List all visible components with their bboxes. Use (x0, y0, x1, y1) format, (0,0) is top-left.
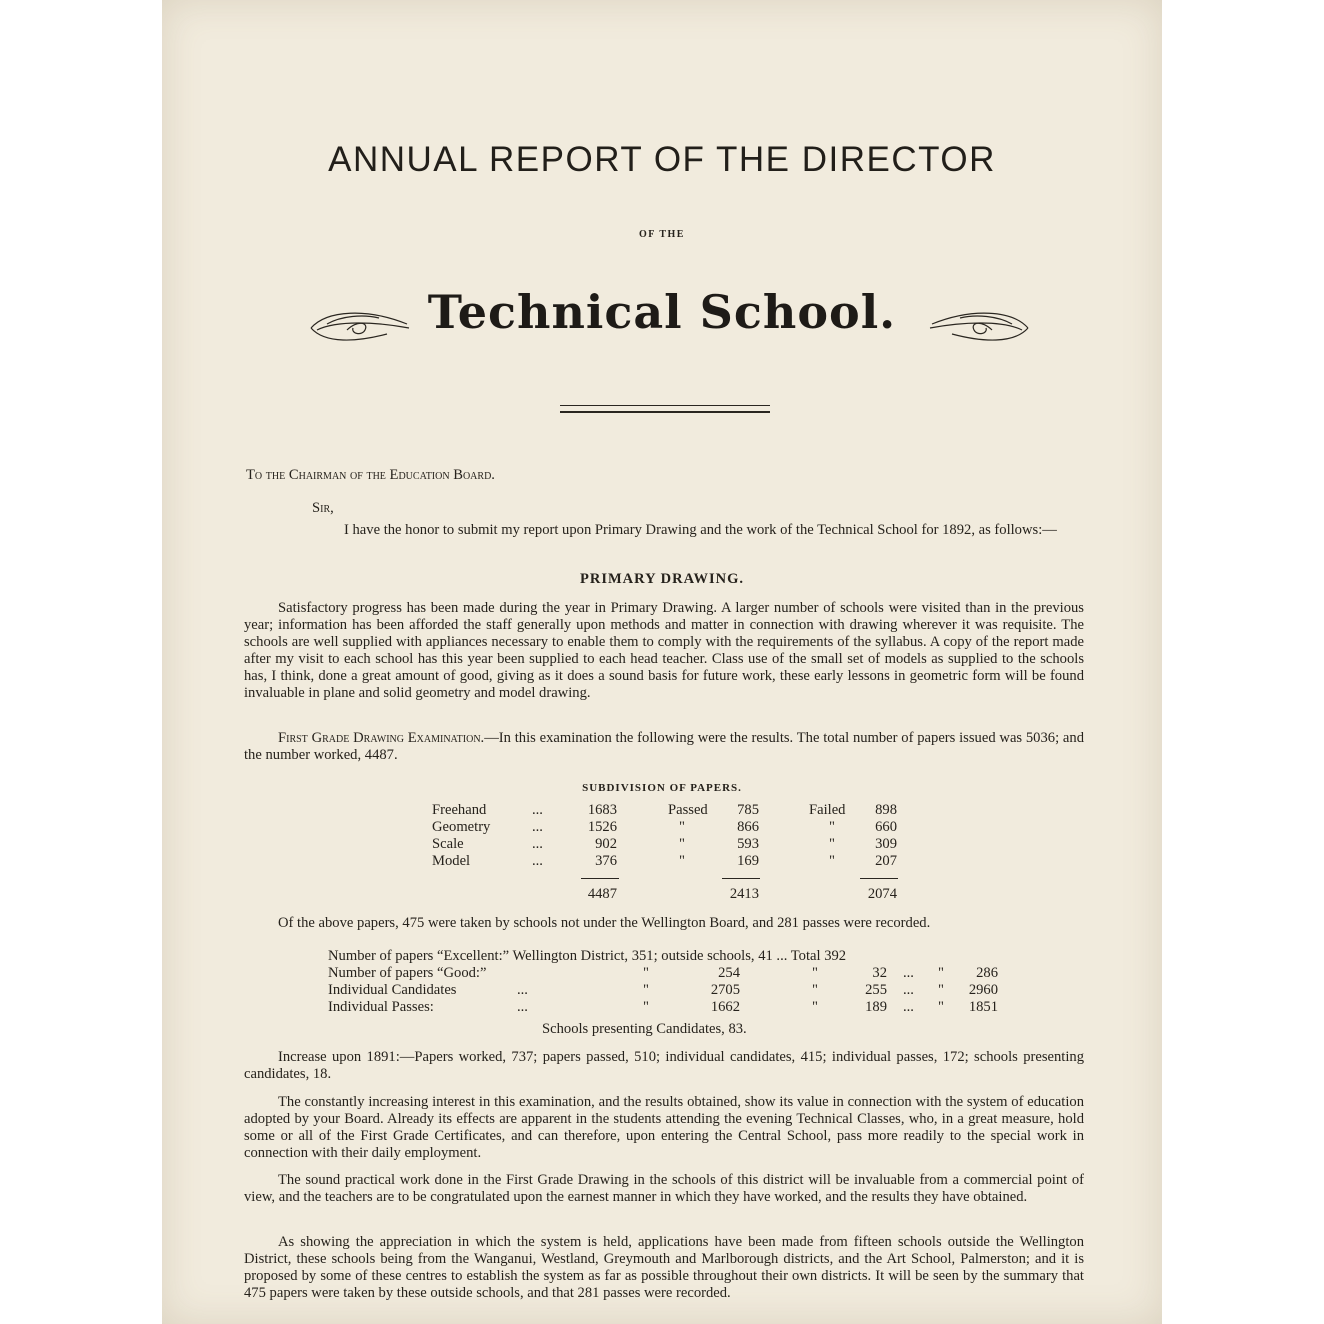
failed-cell: 660 (875, 819, 897, 835)
dots-cell: ... (903, 965, 914, 981)
exam-lead: First Grade Drawing Examination. (278, 730, 485, 746)
failed-cell: 898 (875, 802, 897, 818)
failed-label: Failed (809, 802, 846, 818)
ditto-mark: " (938, 982, 944, 998)
appreciation-paragraph: As showing the appreciation in which the system is held, applications have been made from fifteen schools outside the Wellington District, these schools being from the Wanganui, Westland, Greymouth and Marlborough districts, and the Art School, Palmerston; and it is proposed by some of these centres to establish the system as far as possible throughout their own districts. It will be seen by the summary that 475 papers were taken by these outside schools, and that 281 passes were recorded. (244, 1234, 1084, 1301)
stat-label: Number of papers “Good:” (328, 965, 487, 981)
intro-paragraph: I have the honor to submit my report upon Primary Drawing and the work of the Technical School for 1892, as follows:— (344, 522, 1057, 538)
subject-cell: Geometry (432, 819, 491, 835)
sum-rule (860, 878, 898, 879)
report-title: ANNUAL REPORT OF THE DIRECTOR (328, 140, 996, 179)
increase-paragraph: Increase upon 1891:—Papers worked, 737; papers passed, 510; individual candidates, 415; individual passes, 172; schools presenting candidates, 18. (244, 1049, 1084, 1082)
ditto-mark: " (829, 836, 835, 852)
ditto-mark: " (679, 819, 685, 835)
school-name-blackletter: Technical School. (427, 285, 897, 339)
of-the-label: OF THE (639, 229, 685, 240)
title-double-rule (560, 405, 770, 413)
wellington-cell: 2705 (710, 982, 740, 998)
dots-cell: ... (903, 982, 914, 998)
sum-rule (581, 878, 619, 879)
ditto-mark: " (679, 836, 685, 852)
ditto-mark: " (812, 999, 818, 1015)
passed-cell: 593 (737, 836, 759, 852)
outside-cell: 255 (865, 982, 887, 998)
passed-sum: 2413 (729, 886, 759, 902)
dots-cell: ... (532, 819, 543, 835)
dots-cell: ... (903, 999, 914, 1015)
subject-cell: Model (432, 853, 471, 869)
dots-cell: ... (532, 853, 543, 869)
ditto-mark: " (643, 982, 649, 998)
total-cell: 2960 (968, 982, 998, 998)
outside-cell: 32 (872, 965, 887, 981)
ditto-mark: " (643, 999, 649, 1015)
total-cell: 286 (976, 965, 998, 981)
exam-paragraph (244, 730, 1084, 764)
total-cell: 376 (595, 853, 617, 869)
failed-cell: 309 (875, 836, 897, 852)
dots-cell: ... (532, 836, 543, 852)
ditto-mark: " (829, 853, 835, 869)
total-cell: 1683 (587, 802, 617, 818)
failed-sum: 2074 (867, 886, 897, 902)
dots-cell: ... (517, 999, 528, 1015)
total-cell: 902 (595, 836, 617, 852)
ditto-mark: " (812, 965, 818, 981)
above-papers-paragraph: Of the above papers, 475 were taken by schools not under the Wellington Board, and 281 passes were recorded. (278, 915, 931, 931)
stat-label: Individual Candidates (328, 982, 457, 998)
primary-drawing-paragraph: Satisfactory progress has been made during the year in Primary Drawing. A larger number of schools were visited than in the previous year; information has been afforded the staff generally upon methods and matter in connection with drawing wherever it was requisite. The schools are well supplied with appliances necessary to enable them to comply with the requirements of the syllabus. A copy of the report made after my visit to each school has this year been supplied to each head teacher. Class use of the small set of models as supplied to the schools has, I think, done a great amount of good, giving as it does a sound basis for future work, these early lessons in geometric form will be found invaluable in plane and solid geometry and model drawing. (244, 600, 1084, 701)
ditto-mark: " (829, 819, 835, 835)
total-cell: 1526 (587, 819, 617, 835)
wellington-cell: 254 (718, 965, 740, 981)
subdivision-heading: SUBDIVISION OF PAPERS. (582, 782, 742, 794)
subject-cell: Scale (432, 836, 464, 852)
right-flourish-ornament (928, 300, 1032, 352)
dots-cell: ... (532, 802, 543, 818)
primary-drawing-heading: PRIMARY DRAWING. (580, 571, 744, 587)
wellington-cell: 1662 (710, 999, 740, 1015)
exam-text: —In this examination the following were the results. The total number of papers issued was 5036; and the number worked, 4487. (244, 730, 1084, 763)
passed-label: Passed (668, 802, 708, 818)
outside-cell: 189 (865, 999, 887, 1015)
document-page (162, 0, 1162, 1324)
passed-cell: 169 (737, 853, 759, 869)
ditto-mark: " (643, 965, 649, 981)
total-sum: 4487 (587, 886, 617, 902)
sum-rule (722, 878, 760, 879)
total-cell: 1851 (968, 999, 998, 1015)
stat-label: Individual Passes: (328, 999, 434, 1015)
ditto-mark: " (679, 853, 685, 869)
excellent-row: Number of papers “Excellent:” Wellington District, 351; outside schools, 41 ... Total 392 (328, 948, 847, 964)
ditto-mark: " (812, 982, 818, 998)
ditto-mark: " (938, 999, 944, 1015)
passed-cell: 785 (737, 802, 759, 818)
schools-presenting: Schools presenting Candidates, 83. (542, 1021, 747, 1037)
ditto-mark: " (938, 965, 944, 981)
addressee: To the Chairman of the Education Board. (246, 467, 495, 483)
interest-paragraph: The constantly increasing interest in this examination, and the results obtained, show its value in connection with the system of education adopted by your Board. Already its effects are apparent in the students attending the evening Technical Classes, who, in a great measure, hold some or all of the First Grade Certificates, and can therefore, upon entering the Central School, pass more readily to the special work in connection with their daily employment. (244, 1094, 1084, 1161)
failed-cell: 207 (875, 853, 897, 869)
dots-cell: ... (517, 982, 528, 998)
subject-cell: Freehand (432, 802, 487, 818)
sound-work-paragraph: The sound practical work done in the First Grade Drawing in the schools of this district will be invaluable from a commercial point of view, and the teachers are to be congratulated upon the earnest manner in which they have worked, and the results they have obtained. (244, 1172, 1084, 1205)
passed-cell: 866 (737, 819, 759, 835)
salutation: Sir, (312, 500, 334, 516)
